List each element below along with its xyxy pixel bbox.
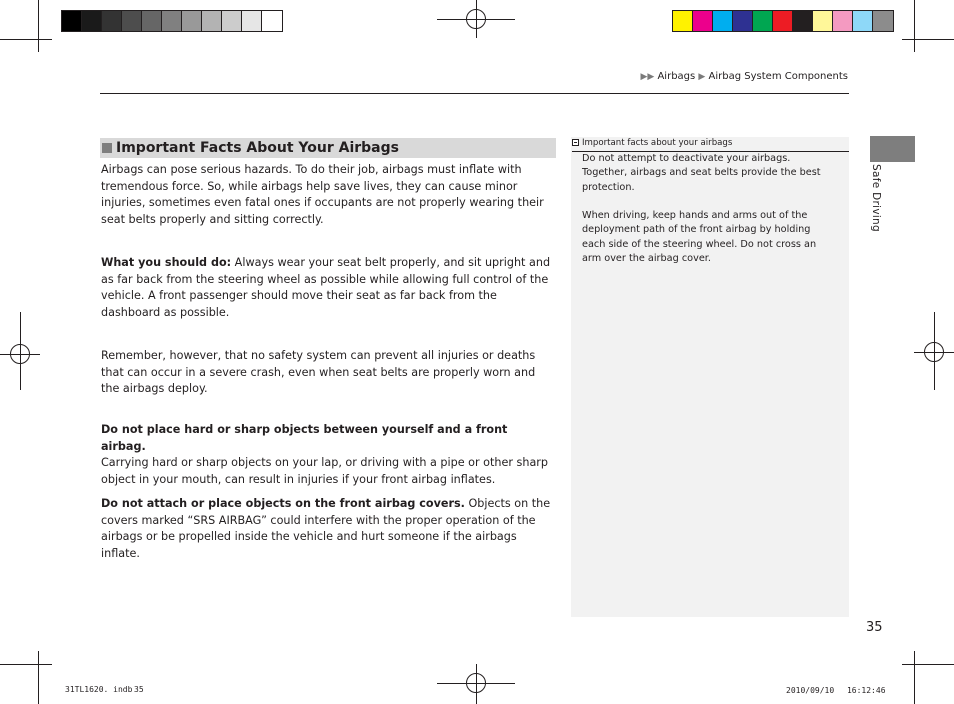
gray-swatch	[182, 11, 202, 31]
section-title: Important Facts About Your Airbags	[116, 140, 399, 156]
section-heading-bar	[100, 138, 556, 158]
color-swatch	[793, 11, 813, 31]
gray-swatch	[142, 11, 162, 31]
color-swatch	[733, 11, 753, 31]
gray-swatch	[202, 11, 222, 31]
page-number: 35	[866, 620, 883, 635]
chapter-tab[interactable]	[870, 136, 915, 162]
paragraph-what-to-do-text: Always wear your seat belt properly, and sit upright and as far back from the steering wheel as possible while allowing full control of the vehicle. A front passenger should move their seat as far back from the dashboard as possible.	[101, 256, 551, 319]
gray-swatch	[102, 11, 122, 31]
gray-swatch	[122, 11, 142, 31]
paragraph-remember: Remember, however, that no safety system can prevent all injuries or deaths that can occur in a severe crash, even when seat belts are properly worn and the airbags deploy.	[101, 349, 536, 395]
breadcrumb-arrow-icon: ▶	[698, 72, 706, 82]
gray-swatch	[82, 11, 102, 31]
breadcrumb	[640, 71, 848, 82]
gray-swatch	[222, 11, 242, 31]
color-swatch	[753, 11, 773, 31]
gray-swatch	[62, 11, 82, 31]
gray-swatch	[262, 11, 282, 31]
reference-icon	[572, 139, 579, 146]
footer-file-page: 35	[134, 685, 144, 694]
sidebar-note-title: Important facts about your airbags	[582, 138, 733, 148]
color-swatch	[693, 11, 713, 31]
chapter-tab-label: Safe Driving	[870, 164, 882, 232]
grayscale-color-bar	[61, 10, 283, 32]
breadcrumb-link-airbags[interactable]: Airbags	[657, 71, 696, 82]
paragraph-airbag-covers	[101, 496, 553, 562]
breadcrumb-double-arrow-icon: ▶▶	[640, 72, 655, 82]
paragraph-sharp-objects	[101, 422, 553, 488]
paragraph-airbag-covers-text: Objects on the covers marked “SRS AIRBAG” could interfere with the proper operation of the airbags or be propelled inside the vehicle and hurt someone if the airbags inflate.	[101, 497, 551, 560]
sidebar-note-paragraph-2: When driving, keep hands and arms out of the deployment path of the front airbag by holding each side of the steering wheel. Do not cross an arm over the airbag cover.	[582, 210, 817, 264]
color-swatch	[773, 11, 793, 31]
color-swatch	[813, 11, 833, 31]
color-swatch	[713, 11, 733, 31]
gray-swatch	[162, 11, 182, 31]
color-swatch	[853, 11, 873, 31]
sidebar-note-heading	[572, 137, 849, 152]
paragraph-what-to-do	[101, 255, 553, 321]
header-rule	[100, 93, 849, 94]
color-swatch	[673, 11, 693, 31]
paragraph-sharp-objects-lead: Do not place hard or sharp objects between yourself and a front airbag.	[101, 423, 508, 453]
color-swatch	[873, 11, 893, 31]
section-square-icon	[102, 143, 112, 153]
sidebar-note-paragraph-1: Do not attempt to deactivate your airbags. Together, airbags and seat belts provide the best protection.	[582, 153, 821, 193]
paragraph-hazards: Airbags can pose serious hazards. To do their job, airbags must inflate with tremendous force. So, while airbags help save lives, they can cause minor injuries, sometimes even fatal ones if occupants are not properly wearing their seat belts properly and sitting correctly.	[101, 163, 544, 226]
color-swatch	[833, 11, 853, 31]
footer-file-name: 31TL1620. indb	[65, 685, 133, 694]
paragraph-airbag-covers-lead: Do not attach or place objects on the front airbag covers.	[101, 497, 465, 510]
paragraph-what-to-do-lead: What you should do:	[101, 256, 232, 269]
paragraph-sharp-objects-text: Carrying hard or sharp objects on your lap, or driving with a pipe or other sharp object in your mouth, can result in injuries if your front airbag inflates.	[101, 456, 549, 486]
gray-swatch	[242, 11, 262, 31]
process-color-bar	[672, 10, 894, 32]
breadcrumb-current: Airbag System Components	[708, 71, 848, 82]
footer-timestamp: 2010/09/10 16:12:46	[786, 686, 886, 695]
